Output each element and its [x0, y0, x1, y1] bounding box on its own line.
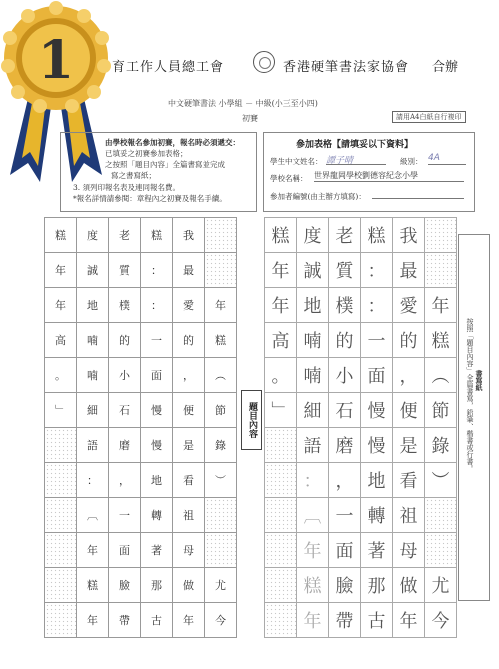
topic-cell: 地: [141, 463, 173, 498]
writing-cell[interactable]: 節: [425, 393, 457, 428]
topic-cell: 臉: [109, 568, 141, 603]
name-field[interactable]: 譚子晴: [326, 153, 386, 165]
topic-cell: ︶: [205, 463, 237, 498]
writing-cell[interactable]: [265, 428, 297, 463]
topic-cell: 古: [141, 603, 173, 638]
writing-cell[interactable]: 語: [297, 428, 329, 463]
topic-cell: [205, 533, 237, 568]
writing-cell[interactable]: 今: [425, 603, 457, 638]
name-label: 學生中文姓名：: [270, 157, 323, 166]
writing-cell[interactable]: 度: [297, 218, 329, 253]
writing-cell[interactable]: 地: [361, 463, 393, 498]
grid-row: [265, 603, 457, 638]
writing-cell[interactable]: 慢: [361, 393, 393, 428]
topic-cell: 年: [205, 288, 237, 323]
grid-row: [265, 463, 457, 498]
grid-row: [265, 358, 457, 393]
topic-cell: 一: [109, 498, 141, 533]
writing-cell[interactable]: ：: [361, 253, 393, 288]
writing-cell[interactable]: ，: [329, 463, 361, 498]
grid-row: [45, 323, 237, 358]
topic-cell: 喃: [77, 358, 109, 393]
topic-cell: 小: [109, 358, 141, 393]
instructions-text: 按照「題目內容」全篇書寫，鉛筆、楷書或行書。: [466, 318, 474, 472]
writing-cell[interactable]: 看: [393, 463, 425, 498]
class-field[interactable]: 4A: [428, 153, 466, 165]
writing-cell[interactable]: 年: [297, 533, 329, 568]
writing-cell[interactable]: [425, 218, 457, 253]
writing-cell[interactable]: [265, 463, 297, 498]
topic-cell: 慢: [141, 393, 173, 428]
topic-cell: [45, 428, 77, 463]
topic-cell: ﹂: [45, 393, 77, 428]
writing-cell[interactable]: 的: [329, 323, 361, 358]
writing-cell[interactable]: 年: [393, 603, 425, 638]
entry-form-box: [263, 132, 475, 212]
grid-row: [45, 288, 237, 323]
topic-cell: 老: [109, 218, 141, 253]
topic-cell: 石: [109, 393, 141, 428]
writing-cell[interactable]: 是: [393, 428, 425, 463]
school-field[interactable]: 世界龍岡學校劉德容紀念小學: [314, 170, 464, 182]
co-organize-label: 合辦: [432, 60, 459, 75]
writing-cell[interactable]: [265, 568, 297, 603]
notes-line-6: *報名詳情請參閱：章程內之初賽及報名手續。: [73, 194, 227, 203]
topic-cell: 看: [173, 463, 205, 498]
writing-cell[interactable]: 臉: [329, 568, 361, 603]
topic-cell: 錄: [205, 428, 237, 463]
writing-cell[interactable]: 年: [425, 288, 457, 323]
grid-row: [265, 323, 457, 358]
writing-cell[interactable]: 高: [265, 323, 297, 358]
grid-row: [265, 533, 457, 568]
writing-cell[interactable]: 喃: [297, 323, 329, 358]
topic-cell: [205, 253, 237, 288]
topic-cell: 的: [109, 323, 141, 358]
topic-cell: 做: [173, 568, 205, 603]
grid-row: [265, 218, 457, 253]
topic-cell: [45, 568, 77, 603]
topic-cell: 愛: [173, 288, 205, 323]
topic-cell: 年: [45, 253, 77, 288]
writing-cell[interactable]: 錄: [425, 428, 457, 463]
topic-cell: 細: [77, 393, 109, 428]
writing-cell[interactable]: 尤: [425, 568, 457, 603]
topic-cell: 糕: [77, 568, 109, 603]
writing-cell[interactable]: 糕: [265, 218, 297, 253]
writing-cell[interactable]: 年: [297, 603, 329, 638]
grid-row: [45, 568, 237, 603]
notes-line-3: 之按照「題目內容」全篇書寫並完成: [105, 160, 225, 169]
topic-cell: 是: [173, 428, 205, 463]
writing-cell[interactable]: 便: [393, 393, 425, 428]
topic-cell: 今: [205, 603, 237, 638]
writing-cell[interactable]: ，: [393, 358, 425, 393]
writing-cell[interactable]: 糕: [297, 568, 329, 603]
topic-cell: 磨: [109, 428, 141, 463]
school-label: 學校名稱：: [270, 174, 308, 183]
grid-row: [265, 498, 457, 533]
topic-cell: ︵: [205, 358, 237, 393]
topic-cell: ︹: [77, 498, 109, 533]
topic-cell: 我: [173, 218, 205, 253]
writing-cell[interactable]: [265, 498, 297, 533]
topic-cell: [45, 533, 77, 568]
topic-cell: 。: [45, 358, 77, 393]
topic-cell: 轉: [141, 498, 173, 533]
grid-row: [265, 288, 457, 323]
notes-line-2: 已填妥之初賽參加表格；: [105, 149, 188, 158]
writing-cell[interactable]: 樸: [329, 288, 361, 323]
writing-cell[interactable]: ﹂: [265, 393, 297, 428]
topic-cell: 樸: [109, 288, 141, 323]
writing-cell[interactable]: 著: [361, 533, 393, 568]
writing-grid[interactable]: [264, 217, 457, 638]
grid-row: [45, 533, 237, 568]
writing-cell[interactable]: 磨: [329, 428, 361, 463]
topic-cell: ：: [141, 288, 173, 323]
topic-cell: 面: [141, 358, 173, 393]
topic-cell: 年: [77, 603, 109, 638]
topic-cell: ，: [173, 358, 205, 393]
writing-cell[interactable]: 的: [393, 323, 425, 358]
topic-cell: 面: [109, 533, 141, 568]
topic-cell: 地: [77, 288, 109, 323]
topic-cell: ：: [77, 463, 109, 498]
topic-cell: 母: [173, 533, 205, 568]
topic-cell: 誠: [77, 253, 109, 288]
topic-content-grid: [44, 217, 237, 638]
topic-cell: 年: [45, 288, 77, 323]
writing-cell[interactable]: [425, 253, 457, 288]
writing-cell[interactable]: 一: [329, 498, 361, 533]
grid-row: [45, 358, 237, 393]
writing-cell[interactable]: 細: [297, 393, 329, 428]
grid-row: [45, 603, 237, 638]
writing-cell[interactable]: ：: [361, 288, 393, 323]
topic-cell: ，: [109, 463, 141, 498]
grid-row: [45, 428, 237, 463]
topic-cell: 語: [77, 428, 109, 463]
grid-row: [265, 568, 457, 603]
writing-cell[interactable]: 母: [393, 533, 425, 568]
topic-cell: 帶: [109, 603, 141, 638]
writing-cell[interactable]: ︹: [297, 498, 329, 533]
participant-id-field[interactable]: [372, 197, 464, 199]
writing-cell[interactable]: 那: [361, 568, 393, 603]
writing-cell[interactable]: [425, 533, 457, 568]
topic-cell: 尤: [205, 568, 237, 603]
writing-cell[interactable]: 老: [329, 218, 361, 253]
notes-line-1: 由學校報名參加初賽，報名時必須遞交：: [105, 138, 240, 147]
writing-cell[interactable]: 地: [297, 288, 329, 323]
grid-row: [265, 428, 457, 463]
grid-row: [45, 218, 237, 253]
writing-cell[interactable]: [425, 498, 457, 533]
left-organization: 育工作人員總工會: [112, 60, 225, 75]
writing-cell[interactable]: 愛: [393, 288, 425, 323]
writing-cell[interactable]: 祖: [393, 498, 425, 533]
topic-cell: 一: [141, 323, 173, 358]
writing-cell[interactable]: 我: [393, 218, 425, 253]
round-label: 初賽: [242, 114, 258, 123]
writing-cell[interactable]: 古: [361, 603, 393, 638]
writing-cell[interactable]: 一: [361, 323, 393, 358]
topic-cell: [205, 218, 237, 253]
notes-line-4: 寫之書寫紙；: [111, 171, 156, 180]
writing-cell[interactable]: 年: [265, 288, 297, 323]
writing-cell[interactable]: 糕: [425, 323, 457, 358]
writing-cell[interactable]: 質: [329, 253, 361, 288]
writing-cell[interactable]: 轉: [361, 498, 393, 533]
competition-title: 中文硬筆書法 小學組 － 中級(小三至小四): [168, 99, 318, 108]
grid-row: [45, 253, 237, 288]
grid-row: [45, 498, 237, 533]
topic-cell: [45, 498, 77, 533]
writing-cell[interactable]: 誠: [297, 253, 329, 288]
right-organization: 香港硬筆書法家協會: [283, 60, 410, 75]
topic-cell: 那: [141, 568, 173, 603]
topic-cell: 年: [173, 603, 205, 638]
topic-cell: 糕: [205, 323, 237, 358]
topic-content-label: 題目內容: [241, 390, 262, 450]
form-title: 參加表格【請填妥以下資料】: [296, 140, 414, 150]
class-label: 級別：: [400, 157, 423, 166]
topic-cell: 慢: [141, 428, 173, 463]
instructions-box: [458, 234, 490, 601]
topic-cell: 著: [141, 533, 173, 568]
writing-cell[interactable]: 石: [329, 393, 361, 428]
writing-cell[interactable]: 最: [393, 253, 425, 288]
topic-cell: 糕: [45, 218, 77, 253]
writing-cell[interactable]: ︶: [425, 463, 457, 498]
topic-cell: 高: [45, 323, 77, 358]
topic-cell: [45, 603, 77, 638]
writing-paper-label: 書寫紙: [475, 370, 484, 391]
topic-cell: 度: [77, 218, 109, 253]
topic-cell: 最: [173, 253, 205, 288]
writing-cell[interactable]: 小: [329, 358, 361, 393]
topic-cell: 祖: [173, 498, 205, 533]
participant-id-label: 參加者編號(由主辦方填寫)：: [270, 192, 366, 201]
writing-cell[interactable]: [265, 533, 297, 568]
writing-cell[interactable]: 面: [361, 358, 393, 393]
grid-row: [265, 253, 457, 288]
submission-notes-box: [60, 132, 257, 212]
topic-cell: 便: [173, 393, 205, 428]
grid-row: [265, 393, 457, 428]
writing-cell[interactable]: 帶: [329, 603, 361, 638]
writing-cell[interactable]: 糕: [361, 218, 393, 253]
writing-cell[interactable]: 慢: [361, 428, 393, 463]
notes-line-5: 3. 須列印報名表及連同報名費。: [73, 183, 181, 192]
topic-cell: 節: [205, 393, 237, 428]
topic-cell: 年: [77, 533, 109, 568]
topic-cell: 喃: [77, 323, 109, 358]
writing-cell[interactable]: [265, 603, 297, 638]
writing-cell[interactable]: ：: [297, 463, 329, 498]
writing-cell[interactable]: ︵: [425, 358, 457, 393]
association-seal-icon: [253, 51, 275, 73]
topic-cell: 質: [109, 253, 141, 288]
grid-row: [45, 393, 237, 428]
topic-cell: 糕: [141, 218, 173, 253]
writing-cell[interactable]: 。: [265, 358, 297, 393]
topic-cell: 的: [173, 323, 205, 358]
topic-cell: ：: [141, 253, 173, 288]
writing-cell[interactable]: 年: [265, 253, 297, 288]
topic-cell: [205, 498, 237, 533]
writing-cell[interactable]: 做: [393, 568, 425, 603]
writing-cell[interactable]: 喃: [297, 358, 329, 393]
badge-number: 1: [37, 30, 75, 91]
writing-cell[interactable]: 面: [329, 533, 361, 568]
topic-cell: [45, 463, 77, 498]
print-note-badge: 請用A4白紙自行複印: [392, 111, 466, 123]
grid-row: [45, 463, 237, 498]
